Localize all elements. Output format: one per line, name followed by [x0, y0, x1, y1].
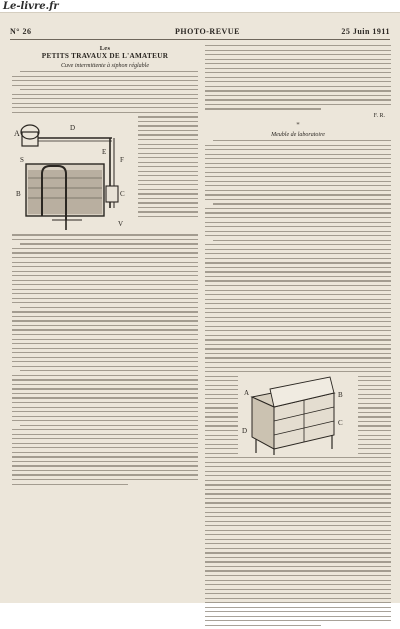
article-text-siphon-continued — [205, 45, 391, 110]
siphon-tank-figure — [12, 116, 132, 234]
fig1-label-d: D — [70, 124, 76, 133]
issue-date: 25 Juin 1911 — [341, 27, 390, 36]
section-title: PETITS TRAVAUX DE L'AMATEUR — [41, 52, 169, 60]
magazine-title: PHOTO-REVUE — [175, 27, 240, 36]
fig1-label-a: A — [14, 129, 20, 139]
left-column — [12, 45, 198, 488]
fig1-label-e: E — [102, 148, 107, 157]
header-rule — [10, 39, 390, 40]
article-title-meuble: Meuble de laboratoire — [271, 131, 325, 138]
fig1-label-v: V — [118, 220, 124, 229]
author-signature: F. R. — [373, 112, 385, 119]
fig2-label-c: C — [338, 419, 343, 427]
article-text-siphon-body — [12, 234, 198, 484]
figure-wrap-row — [12, 116, 198, 234]
article-text-siphon-intro — [12, 71, 198, 113]
article-title-siphon: Cuve intermittente à siphon réglable — [61, 63, 149, 69]
issue-number: N° 26 — [10, 27, 32, 36]
fig2-label-a: A — [244, 389, 250, 397]
fig2-label-b: B — [338, 391, 343, 399]
fig1-label-s: S — [20, 156, 24, 165]
magazine-page — [0, 12, 400, 603]
watermark: Le-livre.fr — [3, 1, 59, 12]
laboratory-cabinet-figure — [238, 375, 358, 455]
fig2-label-d: D — [242, 427, 248, 435]
right-column — [205, 45, 391, 629]
section-title-les: Les — [99, 45, 111, 52]
article-text-beside-figure — [138, 116, 198, 234]
section-separator: * — [296, 120, 300, 129]
fig1-label-b: B — [16, 190, 21, 199]
fig1-label-c: C — [120, 190, 125, 199]
fig1-label-f: F — [120, 156, 124, 165]
